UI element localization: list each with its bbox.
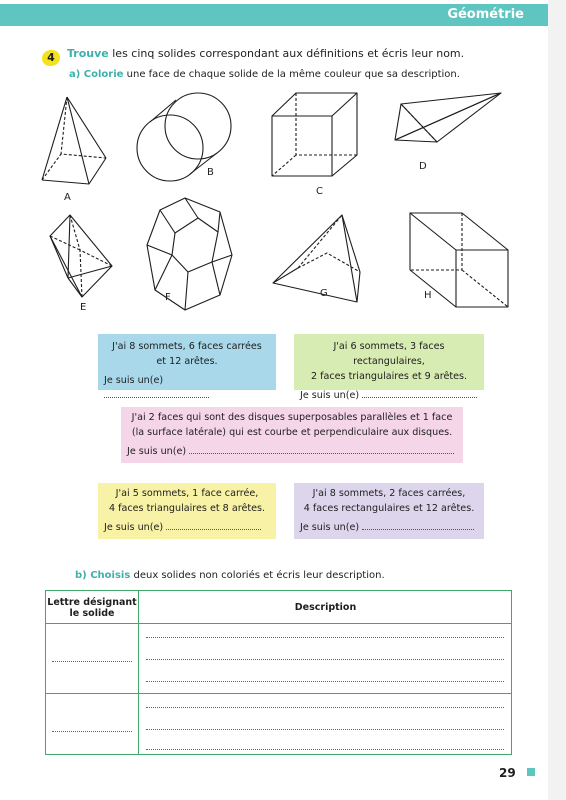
part-b-instruction [75,570,385,581]
card-5-answer-label: Je suis un(e) [300,522,360,533]
description-card-1 [98,334,276,390]
table-header-letter-line-2: le solide [69,608,115,619]
shape-label-f: F [165,292,171,303]
shape-label-h: H [424,290,432,301]
card-4-line-1: J'ai 5 sommets, 1 face carrée, [115,488,259,499]
card-3-answer-label: Je suis un(e) [127,446,187,457]
part-a-label: a) Colorie [69,69,124,80]
card-1-line-1: J'ai 8 sommets, 6 faces carrées [112,341,262,352]
part-b-label: b) Choisis [75,570,131,581]
instruction-text: les cinq solides correspondant aux définitions et écris leur nom. [112,47,465,60]
table-header-letter [46,597,138,619]
solid-c-cube [272,93,357,176]
card-2-answer-field[interactable] [362,388,477,398]
solids-illustrations [0,0,548,330]
letter-answer-field-2[interactable] [52,731,132,732]
card-5-answer-field[interactable] [362,520,474,530]
table-column-divider [138,591,139,754]
card-1-answer-label: Je suis un(e) [104,375,164,386]
solid-a-pyramid [42,97,106,184]
description-line[interactable] [146,729,504,730]
card-5-line-2: 4 faces rectangulaires et 12 arêtes. [303,503,475,514]
part-a-text: une face de chaque solide de la même couleur que sa description. [126,69,460,80]
description-line[interactable] [146,681,504,682]
card-5-line-1: J'ai 8 sommets, 2 faces carrées, [312,488,466,499]
page-edge [548,0,566,800]
solid-g-prism [273,215,360,302]
shape-label-c: C [316,186,323,197]
shape-label-a: A [64,192,71,203]
shape-label-b: B [207,167,214,178]
exercise-number-badge: 4 [42,50,60,66]
description-card-4 [98,483,276,539]
page-number: 29 [499,766,516,780]
description-card-2 [294,334,484,401]
card-4-line-2: 4 faces triangulaires et 8 arêtes. [108,503,266,514]
card-1-line-2: et 12 arêtes. [156,356,218,367]
card-2-answer-label: Je suis un(e) [300,390,360,401]
answer-table [45,590,512,755]
description-line[interactable] [146,659,504,660]
solid-b-cylinder [137,93,231,181]
shape-label-g: G [320,288,328,299]
card-4-answer-label: Je suis un(e) [104,522,164,533]
card-2-line-2: 2 faces triangulaires et 9 arêtes. [310,371,468,382]
card-4-answer-field[interactable] [166,520,261,530]
part-b-text: deux solides non coloriés et écris leur description. [133,570,385,581]
card-3-line-2: (la surface latérale) qui est courbe et perpendiculaire aux disques. [131,427,453,438]
card-3-line-1: J'ai 2 faces qui sont des disques superposables parallèles et 1 face [131,412,453,423]
table-header-letter-line-1: Lettre désignant [47,597,137,608]
shape-label-d: D [419,161,427,172]
shape-label-e: E [80,302,87,313]
solid-e-bipyramid [50,215,112,297]
description-line[interactable] [146,637,504,638]
description-line[interactable] [146,707,504,708]
card-1-answer-field[interactable] [104,388,209,398]
page-number-marker [527,768,535,776]
letter-answer-field-1[interactable] [52,661,132,662]
card-3-answer-field[interactable] [189,444,454,454]
table-row-divider [46,693,511,694]
table-header-description: Description [294,602,357,613]
description-card-5 [294,483,484,539]
solid-f-polyhedron [147,198,232,310]
solid-d-tetrahedron [395,93,501,142]
description-line[interactable] [146,749,504,750]
description-card-3 [121,407,463,463]
section-title: Géométrie [447,7,524,22]
card-2-line-1: J'ai 6 sommets, 3 faces rectangulaires, [333,341,445,367]
instruction-verb: Trouve [67,47,109,60]
